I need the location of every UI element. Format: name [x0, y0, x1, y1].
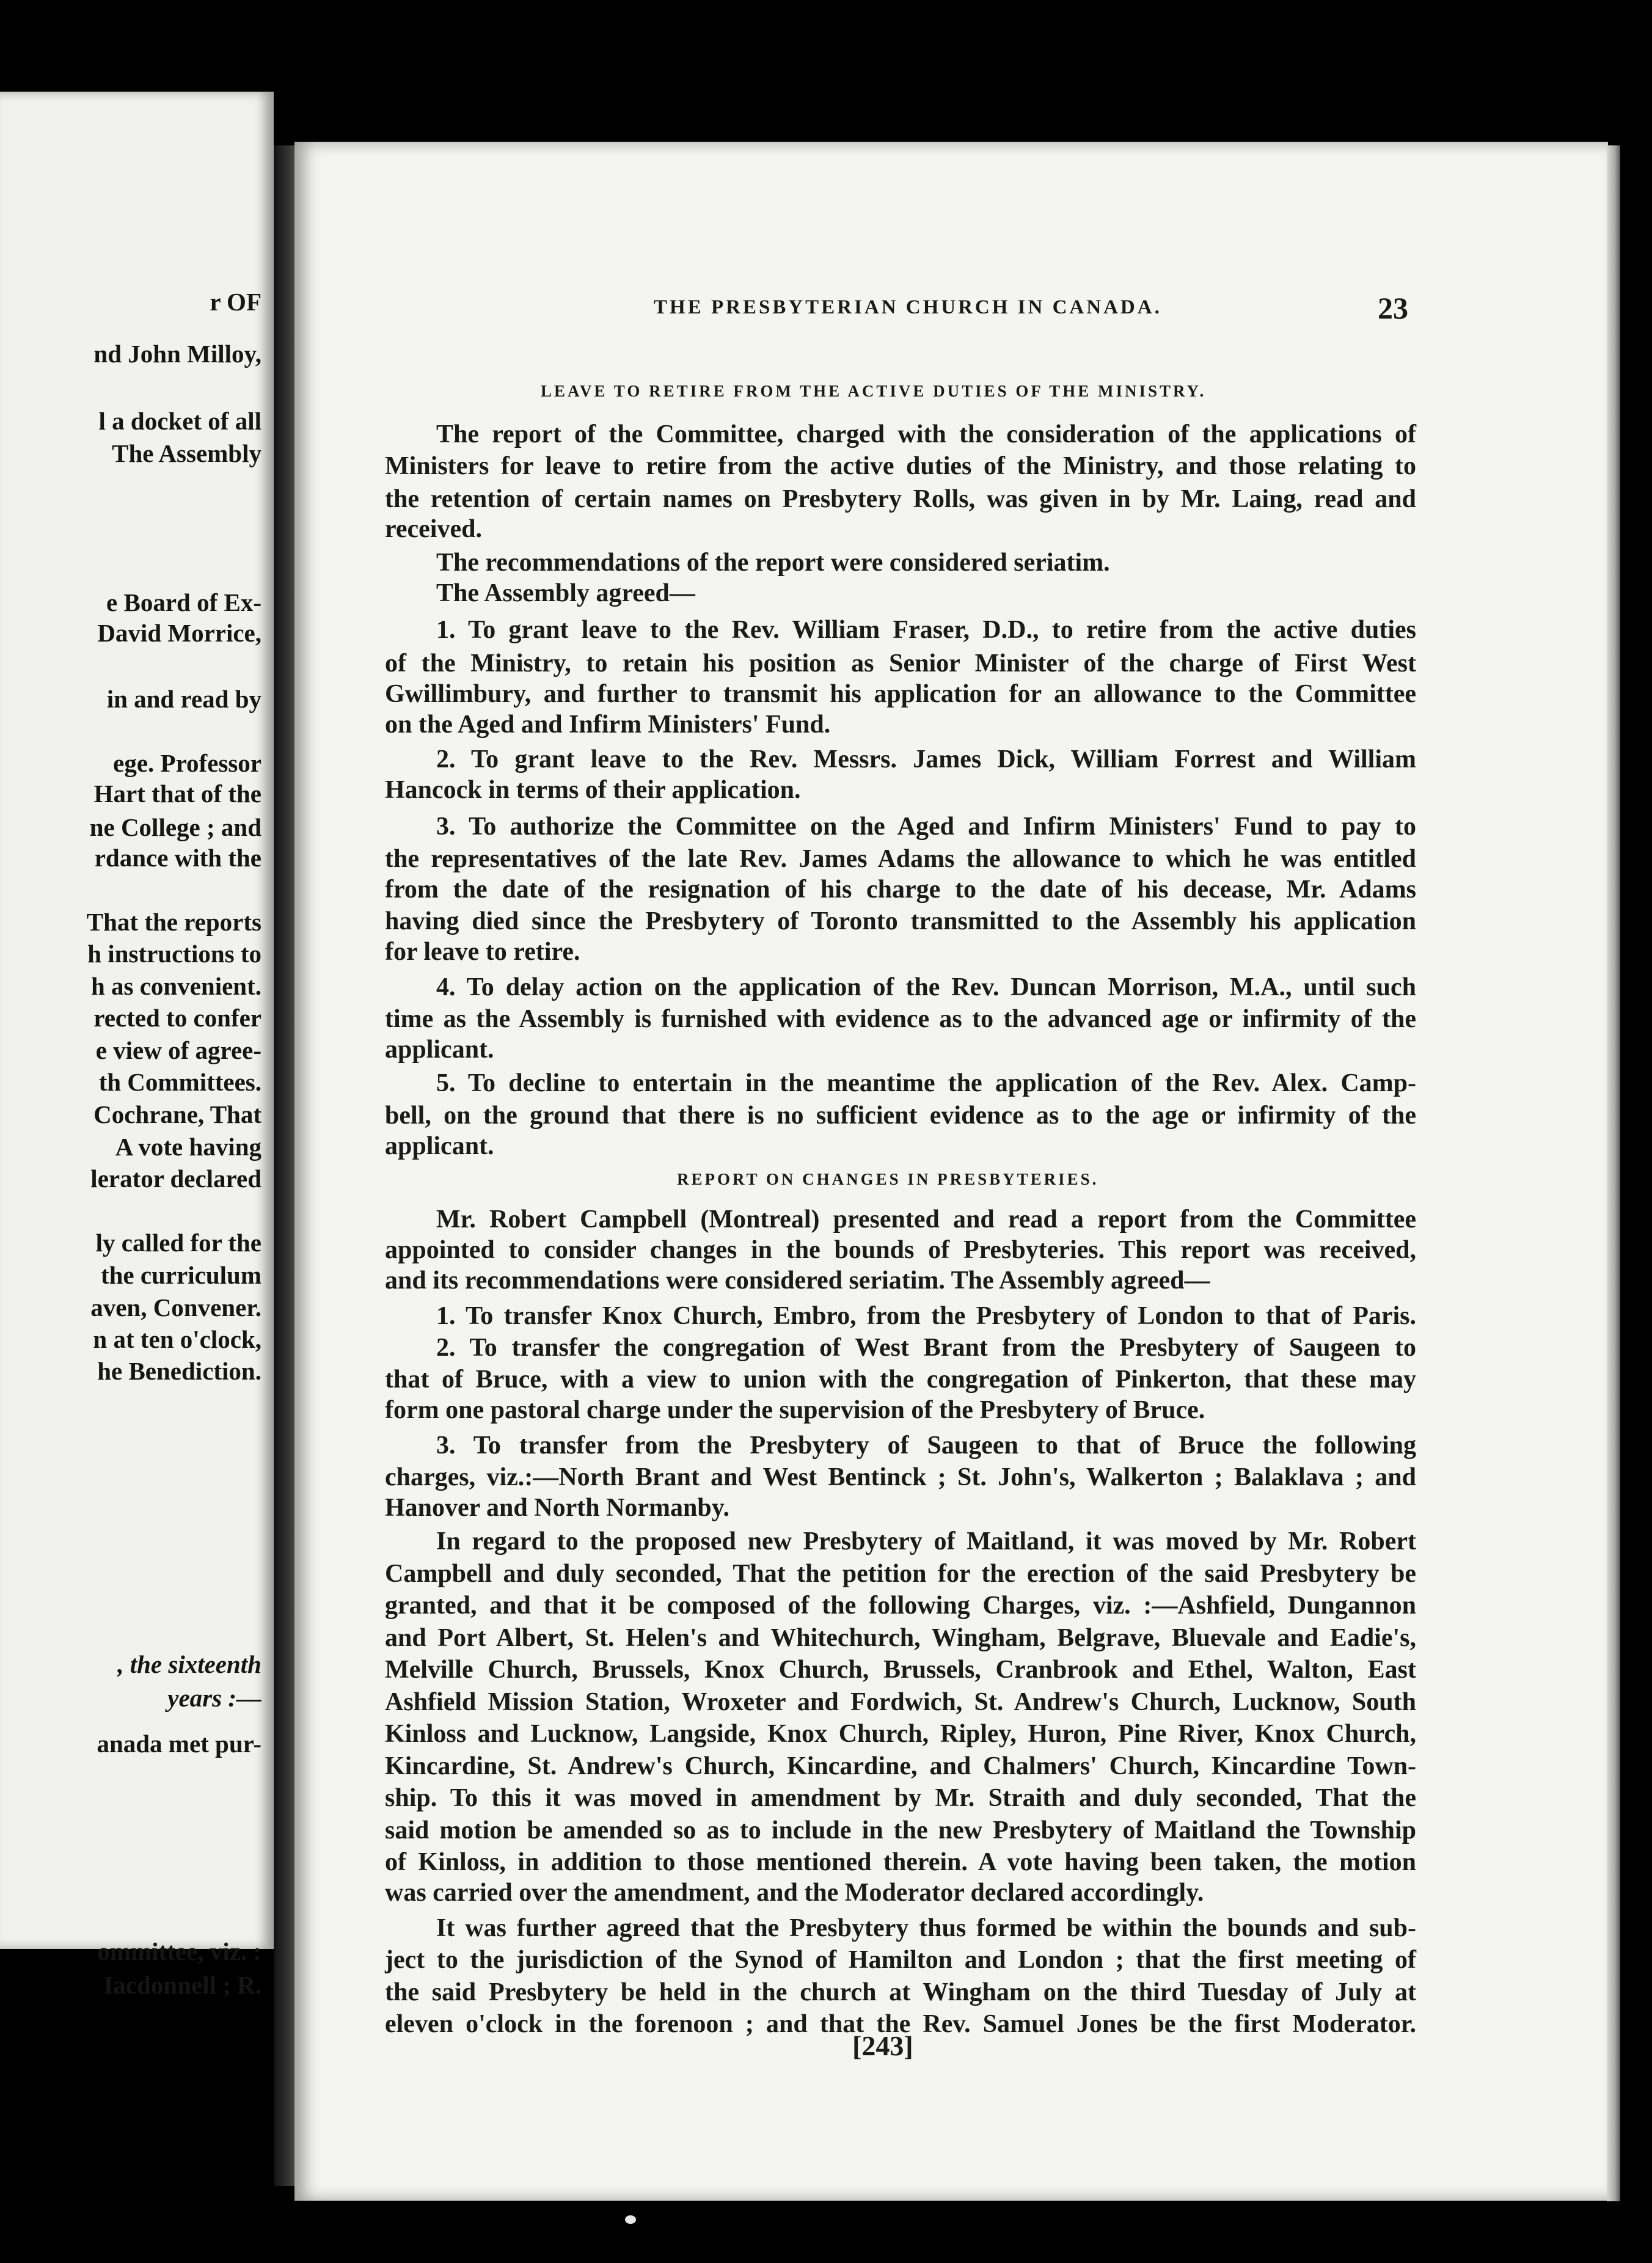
left-page-line: Cochrane, That [93, 1100, 261, 1128]
text-line: of Kinloss, in addition to those mentioned therein. A vote having been taken, the motion [385, 1848, 1416, 1876]
left-page-line: h instructions to [87, 940, 261, 968]
left-page-line: ege. Professor [113, 749, 261, 777]
text-line: The report of the Committee, charged with the consideration of the applications of [436, 420, 1416, 448]
left-page-line: A vote having [115, 1133, 261, 1161]
section-title-leave-to-retire: LEAVE TO RETIRE FROM THE ACTIVE DUTIES OF THE MINISTRY. [541, 382, 1207, 400]
text-line: that of Bruce, with a view to union with the congregation of Pinkerton, that these may [385, 1365, 1416, 1394]
text-line: the said Presbytery be held in the church at Wingham on the third Tuesday of July at [385, 1978, 1416, 2006]
facing-page-left [0, 92, 274, 1999]
left-page-line: aven, Convener. [90, 1293, 261, 1322]
paper-speck [625, 2215, 636, 2224]
text-line: charges, viz.:—North Brant and West Bentinck ; St. John's, Walkerton ; Balaklava ; and [385, 1463, 1416, 1491]
left-page-line: ne College ; and [89, 813, 261, 841]
left-page-line: e view of agree- [95, 1036, 261, 1064]
left-page-line: nd John Milloy, [93, 340, 261, 368]
left-page-line: ly called for the [95, 1229, 261, 1257]
left-page-line: r OF [210, 288, 261, 316]
text-line: received. [385, 515, 482, 543]
left-page-line: rected to confer [93, 1004, 261, 1032]
text-line: the representatives of the late Rev. James Adams the allowance to which he was entitled [385, 845, 1416, 873]
left-page-line: ommittee, viz. : [97, 1937, 261, 1965]
text-line: Melville Church, Brussels, Knox Church, Brussels, Cranbrook and Ethel, Walton, East [385, 1656, 1416, 1684]
text-line: The recommendations of the report were considered seriatim. [436, 549, 1110, 577]
text-line: granted, and that it be composed of the following Charges, viz. :—Ashfield, Dungannon [385, 1592, 1416, 1620]
text-line: applicant. [385, 1036, 494, 1064]
left-page-line: the curriculum [100, 1261, 261, 1289]
text-line: on the Aged and Infirm Ministers' Fund. [385, 711, 831, 739]
left-page-line: Iacdonnell ; R. [103, 1971, 261, 1999]
left-page-line: he Benediction. [97, 1357, 261, 1385]
text-line: Campbell and duly seconded, That the petition for the erection of the said Presbytery be [385, 1560, 1416, 1588]
left-page-line: anada met pur- [97, 1730, 261, 1758]
text-line: of the Ministry, to retain his position as Senior Minister of the charge of First West [385, 649, 1416, 678]
text-line: 2. To grant leave to the Rev. Messrs. James Dick, William Forrest and William [436, 745, 1416, 773]
text-line: and Port Albert, St. Helen's and Whitechurch, Wingham, Belgrave, Bluevale and Eadie's, [385, 1624, 1416, 1652]
text-line: having died since the Presbytery of Toronto transmitted to the Assembly his application [385, 907, 1416, 935]
text-line: Kinloss and Lucknow, Langside, Knox Church, Ripley, Huron, Pine River, Knox Church, [385, 1720, 1416, 1748]
text-line: and its recommendations were considered seriatim. The Assembly agreed— [385, 1267, 1210, 1295]
text-line: In regard to the proposed new Presbytery of Maitland, it was moved by Mr. Robert [436, 1527, 1416, 1556]
running-title: THE PRESBYTERIAN CHURCH IN CANADA. [654, 296, 1162, 318]
text-line: Gwillimbury, and further to transmit his application for an allowance to the Committee [385, 680, 1416, 708]
left-page-line: th Committees. [98, 1068, 261, 1096]
text-line: Mr. Robert Campbell (Montreal) presented and read a report from the Committee [436, 1205, 1416, 1234]
text-line: 3. To transfer from the Presbytery of Saugeen to that of Bruce the following [436, 1431, 1416, 1460]
text-line: was carried over the amendment, and the Moderator declared accordingly. [385, 1879, 1204, 1907]
page-number: 23 [1378, 291, 1408, 325]
text-line: eleven o'clock in the forenoon ; and that the Rev. Samuel Jones be the first Moderator. [385, 2010, 1416, 2038]
left-page-line: n at ten o'clock, [93, 1325, 261, 1353]
section-title-report-on-changes: REPORT ON CHANGES IN PRESBYTERIES. [677, 1170, 1099, 1188]
text-line: It was further agreed that the Presbytery thus formed be within the bounds and sub- [436, 1914, 1416, 1942]
left-page-line: e Board of Ex- [106, 588, 261, 616]
text-line: form one pastoral charge under the supervision of the Presbytery of Bruce. [385, 1396, 1205, 1424]
text-line: Ashfield Mission Station, Wroxeter and Fordwich, St. Andrew's Church, Lucknow, South [385, 1688, 1416, 1716]
text-line: 5. To decline to entertain in the meantime the application of the Rev. Alex. Camp- [436, 1069, 1416, 1097]
text-line: ship. To this it was moved in amendment by Mr. Straith and duly seconded, That the [385, 1784, 1416, 1812]
left-page-line: Hart that of the [93, 780, 261, 808]
text-line: 3. To authorize the Committee on the Aged and Infirm Ministers' Fund to pay to [436, 813, 1416, 841]
page-edge [1607, 145, 1620, 2201]
text-line: Hanover and North Normanby. [385, 1494, 729, 1522]
left-page-line: The Assembly [112, 439, 261, 467]
text-line: said motion be amended so as to include in the new Presbytery of Maitland the Township [385, 1816, 1416, 1844]
text-line: appointed to consider changes in the bounds of Presbyteries. This report was received, [385, 1236, 1416, 1264]
text-line: bell, on the ground that there is no sufficient evidence as to the age or infirmity of the [385, 1102, 1416, 1130]
left-page-line: in and read by [106, 685, 261, 713]
text-line: 1. To grant leave to the Rev. William Fraser, D.D., to retire from the active duties [436, 616, 1416, 644]
text-line: time as the Assembly is furnished with evidence as to the advanced age or infirmity of the [385, 1005, 1416, 1033]
text-line: applicant. [385, 1132, 494, 1160]
text-line: from the date of the resignation of his charge to the date of his decease, Mr. Adams [385, 876, 1416, 904]
text-line: 2. To transfer the congregation of West Brant from the Presbytery of Saugeen to [436, 1334, 1416, 1362]
text-line: for leave to retire. [385, 938, 580, 966]
text-line: 1. To transfer Knox Church, Embro, from the Presbytery of London to that of Paris. [436, 1302, 1416, 1330]
folio-number: [243] [852, 2030, 913, 2061]
text-line: ject to the jurisdiction of the Synod of Hamilton and London ; that the first meeting of [385, 1946, 1416, 1974]
text-line: Kincardine, St. Andrew's Church, Kincardine, and Chalmers' Church, Kincardine Town- [385, 1752, 1416, 1780]
left-page-line: l a docket of all [98, 407, 261, 435]
left-page-line: That the reports [86, 908, 261, 936]
left-page-line: h as convenient. [90, 972, 261, 1000]
left-page-line: David Morrice, [97, 619, 261, 647]
left-page-line: years :— [167, 1684, 261, 1712]
text-line: Ministers for leave to retire from the active duties of the Ministry, and those relating to [385, 452, 1416, 480]
text-line: Hancock in terms of their application. [385, 776, 801, 804]
text-line: 4. To delay action on the application of the Rev. Duncan Morrison, M.A., until such [436, 973, 1416, 1001]
left-page-line: rdance with the [94, 844, 261, 872]
text-line: the retention of certain names on Presbytery Rolls, was given in by Mr. Laing, read and [385, 485, 1416, 513]
left-page-line: , the sixteenth [117, 1650, 261, 1678]
left-page-line: lerator declared [90, 1164, 261, 1193]
text-line: The Assembly agreed— [436, 579, 695, 607]
